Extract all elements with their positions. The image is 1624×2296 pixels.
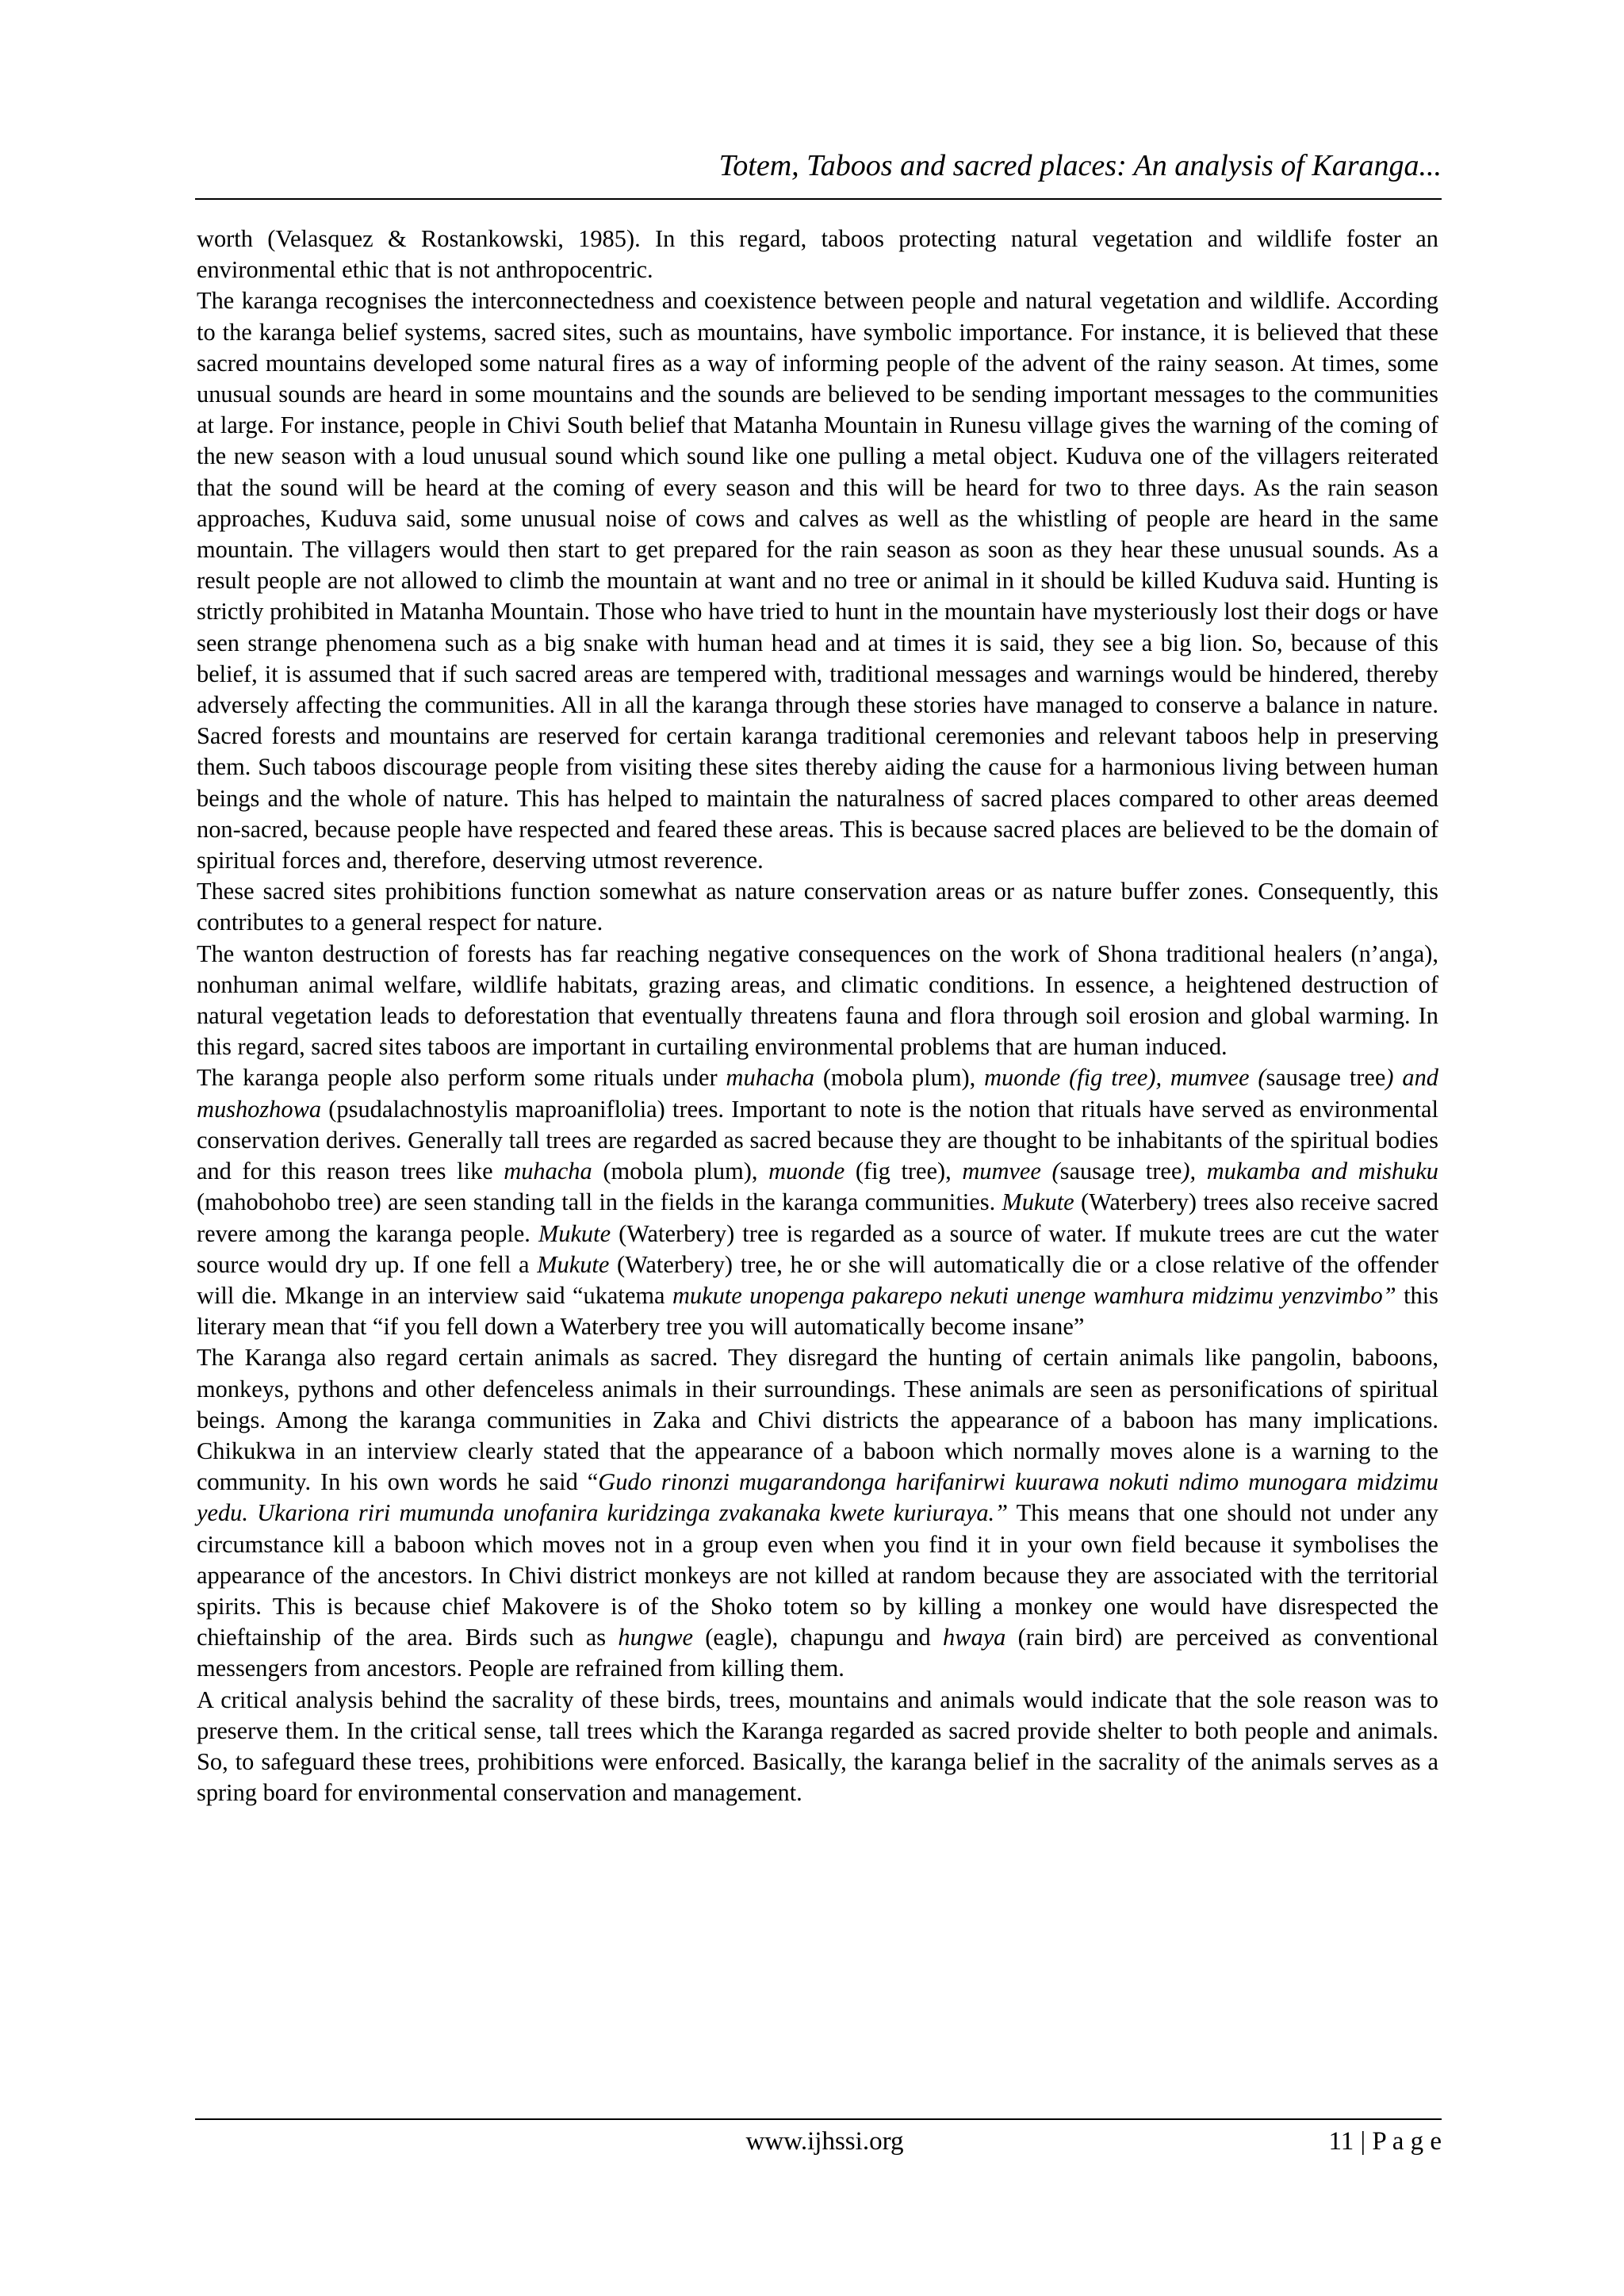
paragraph-7: A critical analysis behind the sacrality of these birds, trees, mountains and animals would indicate that the sole reason was to preserve them. In the critical sense, tall trees which the Karanga regarded as sacred provide shelter to both people and animals. So, to safeguard these trees, prohibitions were enforced. Basically, the karanga belief in the sacrality of the animals serves as a spring board for environmental conservation and management. (197, 1686, 1438, 1807)
text-run: The karanga people also perform some rituals under (197, 1064, 726, 1092)
article-body (197, 224, 1438, 1808)
text-run: this literary mean that “if you fell down a Waterbery tree you will automatically become insane” (197, 1281, 1439, 1341)
text-run: (mobola plum), (592, 1158, 769, 1185)
italic-term: ), mukamba and mishuku (1182, 1158, 1438, 1185)
text-run: (mobola plum), (814, 1064, 985, 1092)
paragraph-6 (197, 1342, 1438, 1684)
text-run: (fig tree), (845, 1158, 963, 1185)
italic-quote: mukute unopenga pakarepo nekuti unenge wamhura midzimu yenzvimbo” (672, 1281, 1396, 1309)
paragraph-2: The karanga recognises the interconnectedness and coexistence between people and natural vegetation and wildlife. According to the karanga belief systems, sacred sites, such as mountains, have symbolic importance. For instance, it is believed that these sacred mountains developed some natural fires as a way of informing people of the advent of the rainy season. At times, some unusual sounds are heard in some mountains and the sounds are believed to be sending important messages to the communities at large. For instance, people in Chivi South belief that Matanha Mountain in Runesu village gives the warning of the coming of the new season with a loud unusual sound which sound like one pulling a metal object. Kuduva one of the villagers reiterated that the sound will be heard at the coming of every season and this will be heard for two to three days. As the rain season approaches, Kuduva said, some unusual noise of cows and calves as well as the whistling of people are heard in the same mountain. The villagers would then start to get prepared for the rain season as soon as they hear these unusual sounds. As a result people are not allowed to climb the mountain at want and no tree or animal in it should be killed Kuduva said. Hunting is strictly prohibited in Matanha Mountain. Those who have tried to hunt in the mountain have mysteriously lost their dogs or have seen strange phenomena such as a big snake with human head and at times it is said, they see a big lion. So, because of this belief, it is assumed that if such sacred areas are tempered with, traditional messages and warnings would be hindered, thereby adversely affecting the communities. All in all the karanga through these stories have managed to conserve a balance in nature. Sacred forests and mountains are reserved for certain karanga traditional ceremonies and relevant taboos help in preserving them. Such taboos discourage people from visiting these sites thereby aiding the cause for a harmonious living between human beings and the whole of nature. This has helped to maintain the naturalness of sacred places compared to other areas deemed non-sacred, because people have respected and feared these areas. This is because sacred places are believed to be the domain of spiritual forces and, therefore, deserving utmost reverence. (197, 287, 1438, 874)
paragraph-3: These sacred sites prohibitions function somewhat as nature conservation areas or as nature buffer zones. Consequently, this contributes to a general respect for nature. (197, 878, 1438, 936)
italic-term: muhacha (726, 1064, 814, 1092)
text-run: (eagle), chapungu and (692, 1624, 944, 1651)
text-run: (Waterbery) tree is regarded as a source of water. If mukute trees are cut the water source would dry up. If one fell a (197, 1219, 1438, 1278)
text-run: sausage tree (1266, 1064, 1386, 1092)
paragraph-1: worth (Velasquez & Rostankowski, 1985). In this regard, taboos protecting natural vegetation and wildlife foster an environmental ethic that is not anthropocentric. (197, 225, 1438, 284)
italic-term: Mukute (537, 1250, 610, 1278)
italic-quote: Gudo rinonzi mugarandonga harifanirwi kuurawa nokuti ndimo munogara midzimu yedu. Ukariona riri mumunda unofanira kuridzinga zvakanaka kwete kuriuraya.” (197, 1468, 1438, 1527)
footer-rule (195, 2118, 1442, 2120)
text-run: This means that one should not under any circumstance kill a baboon which moves not in a group even when you find it in your own field because it symbolises the appearance of the ancestors. In Chivi district monkeys are not killed at random because they are associated with the territorial spirits. This is because chief Makovere is of the Shoko totem so by killing a monkey one would have disrespected the chieftainship of the area. Birds such as (197, 1499, 1438, 1651)
paragraph-4: The wanton destruction of forests has far reaching negative consequences on the work of Shona traditional healers (n’anga), nonhuman animal welfare, wildlife habitats, grazing areas, and climatic conditions. In essence, a heightened destruction of natural vegetation leads to deforestation that eventually threatens fauna and flora through soil erosion and global warming. In this regard, sacred sites taboos are important in curtailing environmental problems that are human induced. (197, 939, 1438, 1061)
text-run: (rain bird) are perceived as conventional messengers from ancestors. People are refrained from killing them. (197, 1624, 1438, 1682)
italic-term: hwaya (943, 1624, 1006, 1651)
italic-term: mumvee ( (962, 1158, 1060, 1185)
paragraph-5 (197, 1062, 1438, 1342)
italic-term: muhacha (504, 1158, 592, 1185)
footer-url: www.ijhssi.org (745, 2127, 904, 2156)
header-rule (195, 198, 1442, 200)
text-run: sausage tree (1059, 1158, 1182, 1185)
text-run: (psudalachnostylis maproaniflolia) trees. Important to note is the notion that rituals have served as environmental conservation derives. Generally tall trees are regarded as sacred because they are thought to be inhabitants of the spiritual bodies and for this reason trees like (197, 1095, 1438, 1185)
italic-term: ) and mushozhowa (197, 1064, 1438, 1123)
italic-term: muonde (fig tree), mumvee ( (984, 1064, 1266, 1092)
italic-term: Mukute (1002, 1188, 1074, 1216)
text-run: The Karanga also regard certain animals as sacred. They disregard the hunting of certain animals like pangolin, baboons, monkeys, pythons and other defenceless animals in their surroundings. These animals are seen as personifications of spiritual beings. Among the karanga communities in Zaka and Chivi districts the appearance of a baboon has many implications. Chikukwa in an interview clearly stated that the appearance of a baboon which normally moves alone is a warning to the community. In his own words he said “ (197, 1344, 1438, 1496)
text-run: (Waterbery) tree, he or she will automatically die or a close relative of the offender will die. Mkange in an interview said “ukatema (197, 1250, 1438, 1309)
running-header-title: Totem, Taboos and sacred places: An analysis of Karanga... (718, 149, 1442, 182)
text-run: (Waterbery) trees also receive sacred revere among the karanga people. (197, 1188, 1438, 1247)
italic-term: muonde (768, 1158, 845, 1185)
text-run: (mahobohobo tree) are seen standing tall in the fields in the karanga communities. (197, 1188, 1002, 1216)
italic-term: Mukute (538, 1219, 611, 1247)
italic-term: hungwe (618, 1624, 693, 1651)
page-number: 11 | P a g e (1328, 2127, 1442, 2156)
